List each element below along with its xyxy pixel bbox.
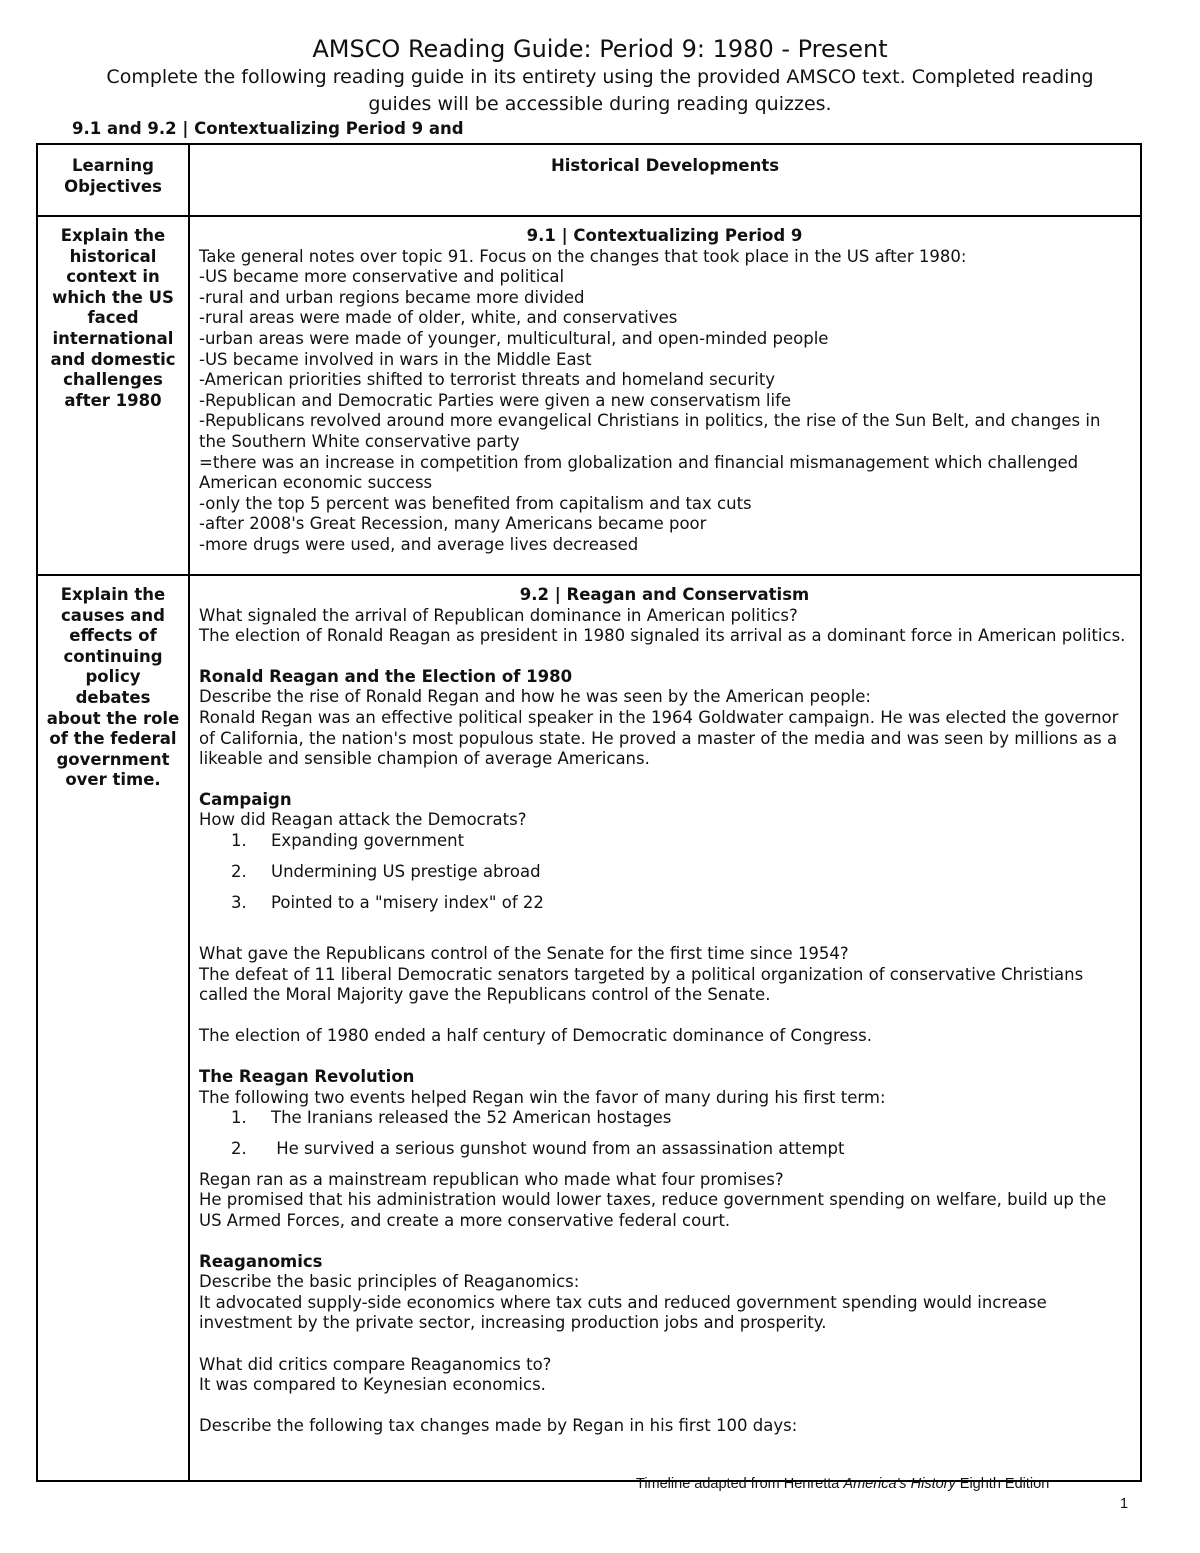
objective-9-1: Explain the historical context in which the US faced international and domestic challenges after 1980 — [37, 216, 189, 575]
note-line: =there was an increase in competition from globalization and financial mismanagement which challenged American economic success — [199, 452, 1079, 493]
question: What gave the Republicans control of the Senate for the first time since 1954? — [199, 944, 849, 964]
question: What did critics compare Reaganomics to? — [199, 1354, 552, 1374]
header-learning-objectives: Learning Objectives — [37, 144, 189, 216]
list-item — [231, 1108, 1130, 1129]
objective-9-2: Explain the causes and effects of continuing policy debates about the role of the federal government over time. — [37, 575, 189, 1481]
list-text: The Iranians released the 52 American hostages — [271, 1108, 672, 1128]
list-number: 1. — [231, 1108, 247, 1128]
note-line: -US became more conservative and political — [199, 267, 565, 287]
note-line: -urban areas were made of younger, multicultural, and open-minded people — [199, 328, 829, 348]
question: Regan ran as a mainstream republican who made what four promises? — [199, 1169, 784, 1189]
answer: The election of 1980 ended a half century of Democratic dominance of Congress. — [199, 1026, 872, 1046]
note-line: -rural and urban regions became more divided — [199, 287, 585, 307]
section-heading: 9.1 and 9.2 | Contextualizing Period 9 and — [72, 119, 464, 138]
subheading-election-1980: Ronald Reagan and the Election of 1980 — [199, 666, 573, 686]
list-number: 3. — [231, 892, 247, 912]
campaign-list — [199, 831, 1130, 914]
question: Describe the rise of Ronald Regan and how he was seen by the American people: — [199, 687, 871, 707]
note-line: -rural areas were made of older, white, and conservatives — [199, 308, 678, 328]
note-line: -only the top 5 percent was benefited from capitalism and tax cuts — [199, 493, 752, 513]
revolution-list — [199, 1108, 1130, 1160]
section-title-9-1: 9.1 | Contextualizing Period 9 — [526, 226, 803, 245]
credit-book-title: America's History — [843, 1476, 956, 1492]
answer: It advocated supply-side economics where tax cuts and reduced government spending would increase investment by the private sector, increasing production jobs and prosperity. — [199, 1292, 1047, 1333]
list-number: 2. — [231, 861, 247, 881]
page-title: AMSCO Reading Guide: Period 9: 1980 - Present — [312, 35, 888, 63]
question: Describe the following tax changes made by Regan in his first 100 days: — [199, 1416, 798, 1436]
notes-9-2 — [189, 575, 1141, 1481]
list-text: Pointed to a "misery index" of 22 — [271, 892, 544, 912]
header-historical-developments: Historical Developments — [189, 144, 1141, 216]
notes-list — [199, 247, 1130, 556]
answer: The election of Ronald Reagan as president in 1980 signaled its arrival as a dominant force in American politics. — [199, 626, 1126, 646]
list-item — [231, 1139, 1130, 1160]
list-item — [231, 862, 1130, 883]
page-number: 1 — [1120, 1496, 1129, 1512]
list-text: Undermining US prestige abroad — [271, 861, 541, 881]
reading-guide-table — [36, 143, 1142, 1482]
list-text: He survived a serious gunshot wound from an assassination attempt — [271, 1139, 845, 1159]
credit-suffix: Eighth Edition — [955, 1476, 1050, 1492]
section-title-9-2: 9.2 | Reagan and Conservatism — [519, 585, 810, 604]
note-line: -Republican and Democratic Parties were given a new conservatism life — [199, 390, 792, 410]
list-text: Expanding government — [271, 830, 465, 850]
answer: It was compared to Keynesian economics. — [199, 1375, 546, 1395]
question: The following two events helped Regan win the favor of many during his first term: — [199, 1087, 886, 1107]
question: Describe the basic principles of Reaganomics: — [199, 1272, 580, 1292]
note-line: -US became involved in wars in the Middle East — [199, 349, 592, 369]
answer: The defeat of 11 liberal Democratic senators targeted by a political organization of conservative Christians called the Moral Majority gave the Republicans control of the Senate. — [199, 964, 1084, 1005]
footer-credit — [636, 1474, 1049, 1494]
notes-9-1 — [189, 216, 1141, 575]
note-line: -American priorities shifted to terrorist threats and homeland security — [199, 370, 776, 390]
subheading-reagan-revolution: The Reagan Revolution — [199, 1067, 415, 1087]
list-item — [231, 893, 1130, 914]
note-line: -after 2008's Great Recession, many Americans became poor — [199, 514, 707, 534]
question: How did Reagan attack the Democrats? — [199, 810, 527, 830]
note-line: -Republicans revolved around more evangelical Christians in politics, the rise of the Sun Belt, and changes in the Southern White conservative party — [199, 411, 1101, 451]
list-item — [231, 831, 1130, 852]
answer: He promised that his administration would lower taxes, reduce government spending on welfare, build up the US Armed Forces, and create a more conservative federal court. — [199, 1190, 1107, 1231]
subheading-reaganomics: Reaganomics — [199, 1251, 323, 1271]
note-line: -more drugs were used, and average lives decreased — [199, 534, 639, 554]
list-number: 1. — [231, 830, 247, 850]
credit-prefix: Timeline adapted from Henretta — [636, 1476, 844, 1492]
list-number: 2. — [231, 1139, 247, 1159]
note-line: Take general notes over topic 91. Focus on the changes that took place in the US after 1980: — [199, 246, 967, 266]
question: What signaled the arrival of Republican dominance in American politics? — [199, 605, 798, 625]
subheading-campaign: Campaign — [199, 789, 292, 809]
answer: Ronald Regan was an effective political speaker in the 1964 Goldwater campaign. He was elected the governor of California, the nation's most populous state. He proved a master of the media and was seen by millions as a likeable and sensible champion of average Americans. — [199, 707, 1119, 769]
instructions: Complete the following reading guide in its entirety using the provided AMSCO text. Completed reading guides will be accessible during reading quizzes. — [106, 66, 1094, 115]
